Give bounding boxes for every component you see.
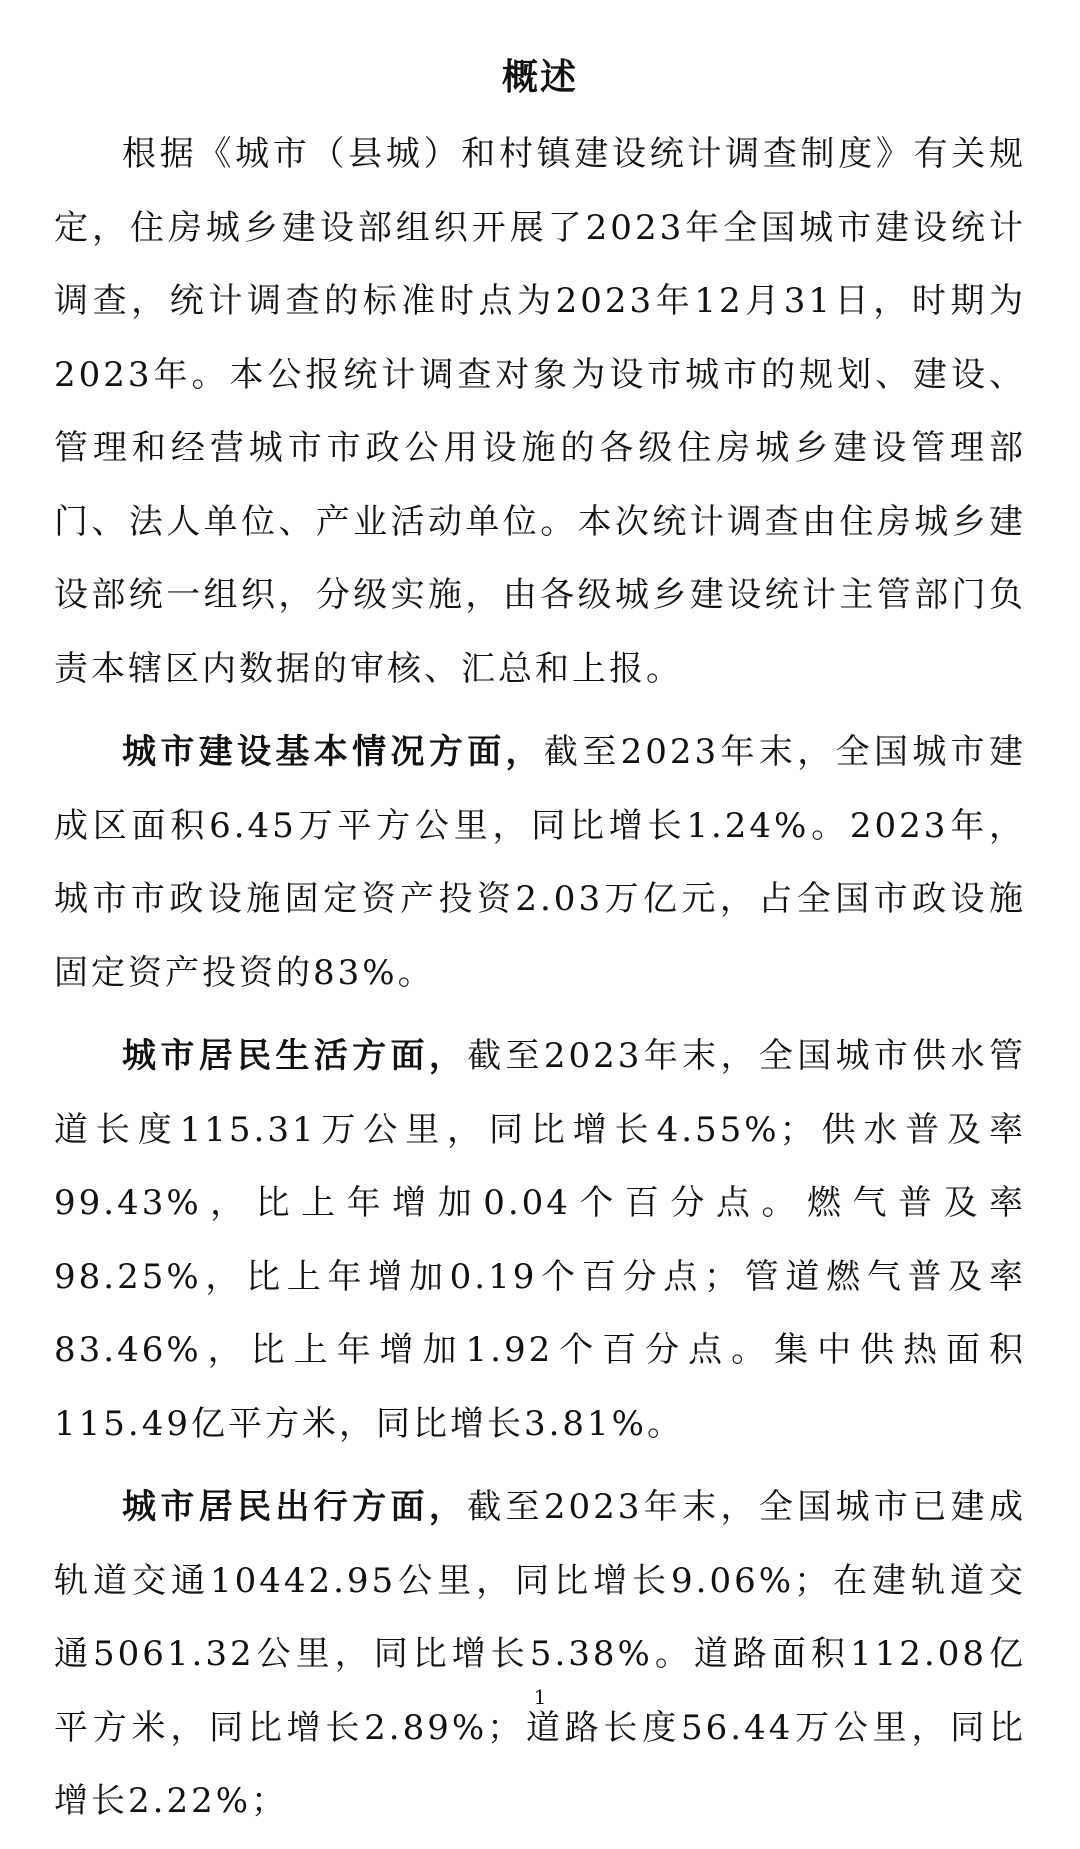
paragraph-text: 根据《城市（县城）和村镇建设统计调查制度》有关规定，住房城乡建设部组织开展了2023年全国城市建设统计调查，统计调查的标准时点为2023年12月31日，时期为2023年。本公报统计调查对象为设市城市的规划、建设、管理和经营城市市政公用设施的各级住房城乡建设管理部门、法人单位、产业活动单位。本次统计调查由住房城乡建设部统一组织，分级实施，由各级城乡建设统计主管部门负责本辖区内数据的审核、汇总和上报。: [54, 134, 1026, 689]
page-number: 1: [533, 1685, 547, 1709]
paragraph-resident-life: [54, 1020, 1026, 1461]
paragraph-lead: 城市居民生活方面，: [122, 1036, 468, 1076]
paragraph-text: 截至2023年末，全国城市已建成轨道交通10442.95公里，同比增长9.06%；在建轨道交通5061.32公里，同比增长5.38%。道路面积112.08亿平方米，同比增长2.89%；道路长度56.44万公里，同比增长2.22%；: [54, 1487, 1026, 1821]
body-text: [54, 118, 1026, 1849]
paragraph-resident-travel: [54, 1471, 1026, 1839]
paragraph-text: 截至2023年末，全国城市建成区面积6.45万平方公里，同比增长1.24%。2023年，城市市政设施固定资产投资2.03万亿元，占全国市政设施固定资产投资的83%。: [54, 732, 1027, 993]
paragraph-lead: 城市居民出行方面，: [122, 1487, 468, 1527]
paragraph-lead: 城市建设基本情况方面，: [122, 732, 544, 772]
paragraph-text: 截至2023年末，全国城市供水管道长度115.31万公里，同比增长4.55%；供水普及率99.43%，比上年增加0.04个百分点。燃气普及率98.25%，比上年增加0.19个百分点；管道燃气普及率83.46%，比上年增加1.92个百分点。集中供热面积115.49亿平方米，同比增长3.81%。: [54, 1036, 1026, 1444]
page-title: 概述: [501, 57, 578, 98]
paragraph-overview: [54, 118, 1026, 706]
paragraph-urban-construction: [54, 716, 1026, 1010]
